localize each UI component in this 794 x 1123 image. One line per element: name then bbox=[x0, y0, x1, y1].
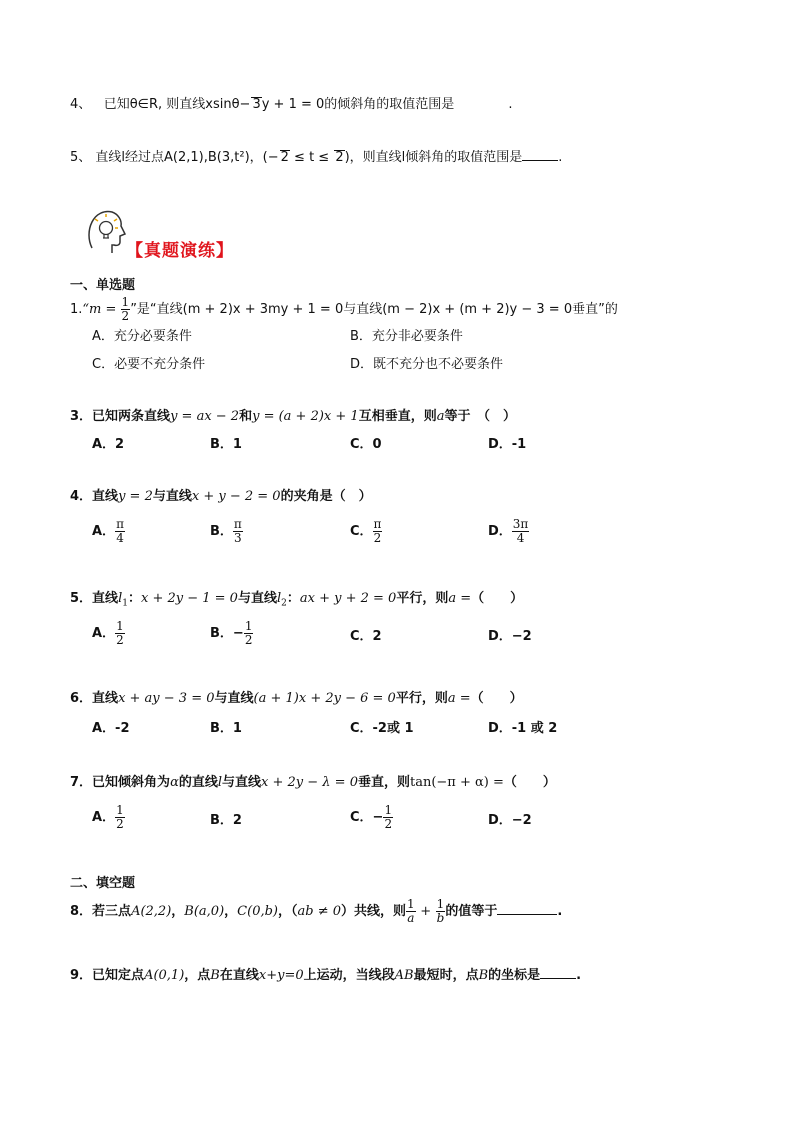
option-a[interactable]: A．充分必要条件 bbox=[92, 329, 192, 344]
option-b[interactable]: B．2 bbox=[210, 813, 242, 828]
option-c[interactable]: C．-2或 1 bbox=[350, 721, 414, 736]
question-7: 7．已知倾斜角为α的直线l与直线x + 2y − λ = 0垂直，则tan(−π + α) =（ ） bbox=[70, 775, 556, 790]
option-b[interactable]: B．− $\frac{1}{2}$ bbox=[210, 619, 253, 647]
answer-blank bbox=[497, 902, 557, 915]
answer-blank bbox=[540, 966, 576, 979]
question-3: 3．已知两条直线y = ax − 2和y = (a + 2)x + 1互相垂直，则a等于 （ ） bbox=[70, 409, 516, 424]
option-b[interactable]: B．1 bbox=[210, 437, 242, 452]
option-b[interactable]: B． $\frac{\pi}{3}$ bbox=[210, 517, 242, 545]
head-lightbulb-icon bbox=[84, 204, 130, 256]
question-6: 6．直线x + ay − 3 = 0与直线(a + 1)x + 2y − 6 = 0平行，则a =（ ） bbox=[70, 691, 523, 706]
question-8: 8．若三点A(2,2)，B(a,0)，C(0,b)，（ab ≠ 0）共线，则 $\frac{1}{a}$ + $\frac{1}{b}$ 的值等于 . bbox=[70, 897, 563, 925]
option-d[interactable]: D．−2 bbox=[488, 629, 532, 644]
option-a[interactable]: A． $\frac{1}{2}$ bbox=[92, 803, 124, 831]
option-b[interactable]: B．充分非必要条件 bbox=[350, 329, 463, 344]
option-d[interactable]: D． $\frac{3\pi}{4}$ bbox=[488, 517, 529, 545]
top-question-4: 4、 已知θ∈R, 则直线xsinθ− 3y + 1 = 0的倾斜角的取值范围是 . bbox=[70, 97, 513, 112]
answer-blank bbox=[522, 148, 558, 161]
question-1: 1.“m = $\frac{1}{2}$ ”是“直线(m + 2)x + 3my + 1 = 0与直线(m − 2)x + (m + 2)y − 3 = 0垂直”的 bbox=[70, 295, 618, 323]
option-a[interactable]: A．2 bbox=[92, 437, 125, 452]
top-question-5: 5、 直线l经过点A(2,1),B(3,t²)，(− 2 ≤ t ≤ 2)，则直线l倾斜角的取值范围是 . bbox=[70, 150, 563, 165]
question-4: 4．直线y = 2与直线x + y − 2 = 0的夹角是（ ） bbox=[70, 489, 372, 504]
option-a[interactable]: A． $\frac{1}{2}$ bbox=[92, 619, 124, 647]
option-c[interactable]: C．− $\frac{1}{2}$ bbox=[350, 803, 393, 831]
question-5: 5．直线$l_1$：x + 2y − 1 = 0与直线$l_2$：ax + y + 2 = 0平行，则a =（ ） bbox=[70, 591, 524, 609]
option-d[interactable]: D．-1 bbox=[488, 437, 527, 452]
option-d[interactable]: D．−2 bbox=[488, 813, 532, 828]
section-banner: 【真题演练】 bbox=[126, 241, 234, 261]
option-d[interactable]: D．-1 或 2 bbox=[488, 721, 558, 736]
option-c[interactable]: C．0 bbox=[350, 437, 382, 452]
fraction: $\frac{1}{2}$ bbox=[121, 295, 130, 323]
option-c[interactable]: C．2 bbox=[350, 629, 382, 644]
option-c[interactable]: C．必要不充分条件 bbox=[92, 357, 206, 372]
option-c[interactable]: C． $\frac{\pi}{2}$ bbox=[350, 517, 382, 545]
section-heading-fill-in: 二、填空题 bbox=[70, 876, 136, 891]
option-a[interactable]: A． $\frac{\pi}{4}$ bbox=[92, 517, 124, 545]
option-a[interactable]: A．-2 bbox=[92, 721, 130, 736]
option-b[interactable]: B．1 bbox=[210, 721, 242, 736]
option-d[interactable]: D．既不充分也不必要条件 bbox=[350, 357, 504, 372]
question-9: 9．已知定点A(0,1)，点B在直线x+y=0上运动，当线段AB最短时，点B的坐标是 . bbox=[70, 968, 582, 983]
section-heading-single-choice: 一、单选题 bbox=[70, 278, 136, 293]
